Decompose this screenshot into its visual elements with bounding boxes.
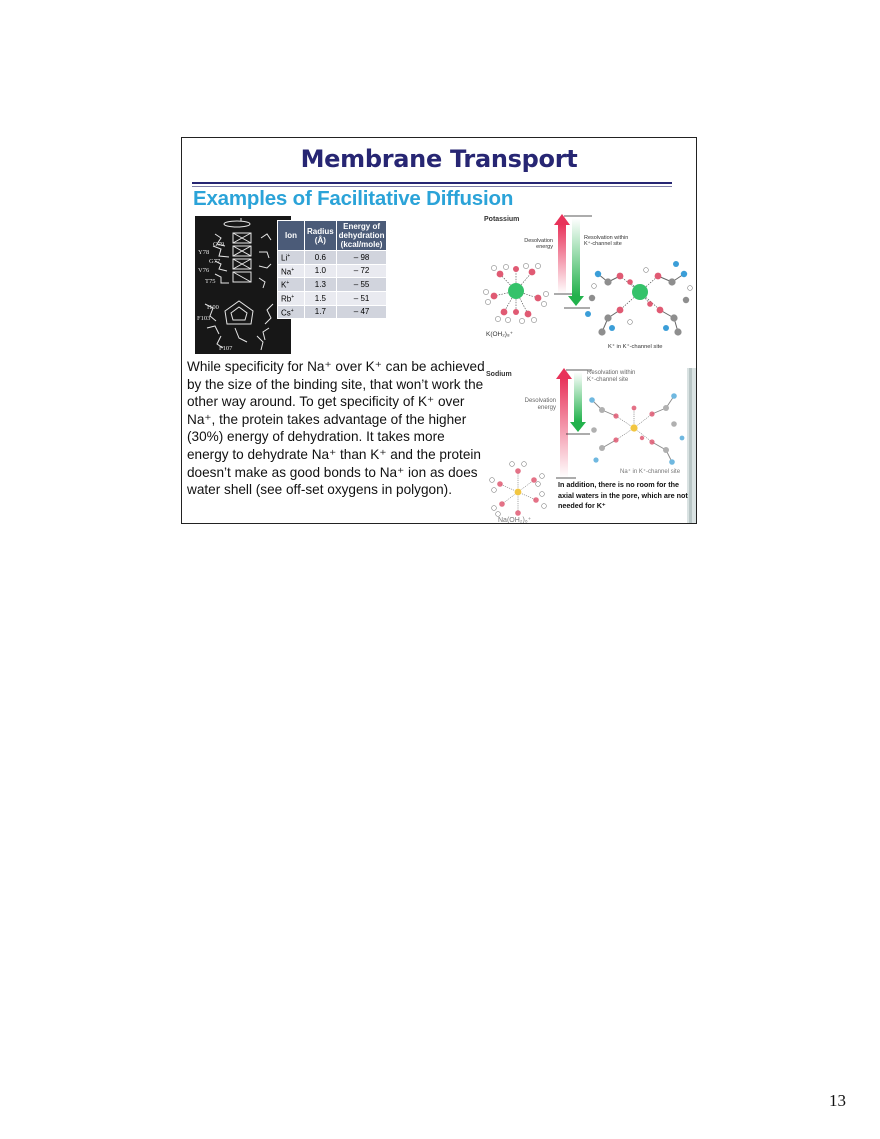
resolvation-label: Resolvation within K⁺-channel site xyxy=(587,370,636,383)
table-header: Radius (Å) xyxy=(305,221,337,251)
ion-energy: – 55 xyxy=(336,278,387,292)
table-row xyxy=(278,305,387,319)
sodium-note: In addition, there is no room for the axial waters in the pore, which are not needed for K⁺ xyxy=(558,480,688,510)
potassium-left-caption: K(OH₂)₈⁺ xyxy=(486,331,514,338)
residue-label: T75 xyxy=(205,278,216,285)
hydrated-sodium-model xyxy=(490,462,547,517)
slide-title: Membrane Transport xyxy=(300,145,578,173)
ion-symbol: Na xyxy=(281,267,292,277)
ion-energy: – 72 xyxy=(336,264,387,278)
residue-label: F103 xyxy=(197,315,211,322)
desolvation-label: Desolvation energy xyxy=(524,238,553,250)
ion-charge: + xyxy=(287,253,291,259)
table-header: Ion xyxy=(278,221,305,251)
sodium-figure xyxy=(484,364,697,524)
table-row xyxy=(278,264,387,278)
title-underline xyxy=(192,182,672,184)
explanation-text: While specificity for Na⁺ over K⁺ can be achieved by the size of the binding site, that won’t work the other way around. To get specificity of K⁺ over Na⁺, the protein takes advantage of the higher (30%) energy of dehydration. It takes more energy to dehydrate Na⁺ than K⁺ and the protein doesn’t make as good bonds to Na⁺ ion as does water shell (see off-set oxygens in polygon). xyxy=(187,359,485,498)
residue-label: Y78 xyxy=(198,249,210,256)
ion-charge: + xyxy=(290,307,294,314)
ion-radius: 1.7 xyxy=(305,305,337,319)
potassium-heading: Potassium xyxy=(484,216,520,223)
resolvation-label: Resolvation within K⁺-channel site xyxy=(584,235,629,247)
ion-symbol: Rb xyxy=(281,294,292,304)
page-number: 13 xyxy=(829,1091,846,1110)
ion-charge: + xyxy=(291,293,295,300)
ion-properties-table xyxy=(277,220,387,319)
slide xyxy=(181,137,697,524)
sodium-heading: Sodium xyxy=(486,371,512,378)
ion-radius: 1.3 xyxy=(305,278,337,292)
sodium-right-caption: Na⁺ in K⁺-channel site xyxy=(620,469,681,475)
residue-label: V76 xyxy=(198,267,210,274)
ion-symbol: Li xyxy=(281,253,288,263)
ion-charge: + xyxy=(291,266,295,273)
residue-label: F107 xyxy=(219,345,233,352)
sodium-channel-model xyxy=(589,393,684,465)
residue-label: G79 xyxy=(213,241,225,248)
potassium-channel-model xyxy=(585,261,692,336)
ion-energy: – 51 xyxy=(336,291,387,305)
ion-radius: 1.5 xyxy=(305,291,337,305)
table-row xyxy=(278,278,387,292)
potassium-right-caption: K⁺ in K⁺-channel site xyxy=(608,344,663,350)
ion-radius: 1.0 xyxy=(305,264,337,278)
sodium-left-caption: Na(OH₂)₆⁺ xyxy=(498,517,532,524)
desolvation-arrow xyxy=(554,214,574,294)
ion-energy: – 47 xyxy=(336,305,387,319)
ion-symbol: K xyxy=(281,280,287,290)
ion-energy: – 98 xyxy=(336,251,387,265)
desolvation-label: Desolvation energy xyxy=(524,398,556,411)
table-header: Energy of dehydration (kcal/mole) xyxy=(336,221,387,251)
ion-symbol: Cs xyxy=(281,308,291,318)
slide-subtitle: Examples of Facilitative Diffusion xyxy=(193,187,514,210)
table-row xyxy=(278,291,387,305)
ion-radius: 0.6 xyxy=(305,251,337,265)
residue-label: G77 xyxy=(209,258,221,265)
potassium-figure xyxy=(480,212,696,354)
residue-label: I100 xyxy=(207,304,219,311)
ion-charge: + xyxy=(286,280,290,287)
table-row xyxy=(278,251,387,265)
hydrated-potassium-model xyxy=(483,263,548,323)
